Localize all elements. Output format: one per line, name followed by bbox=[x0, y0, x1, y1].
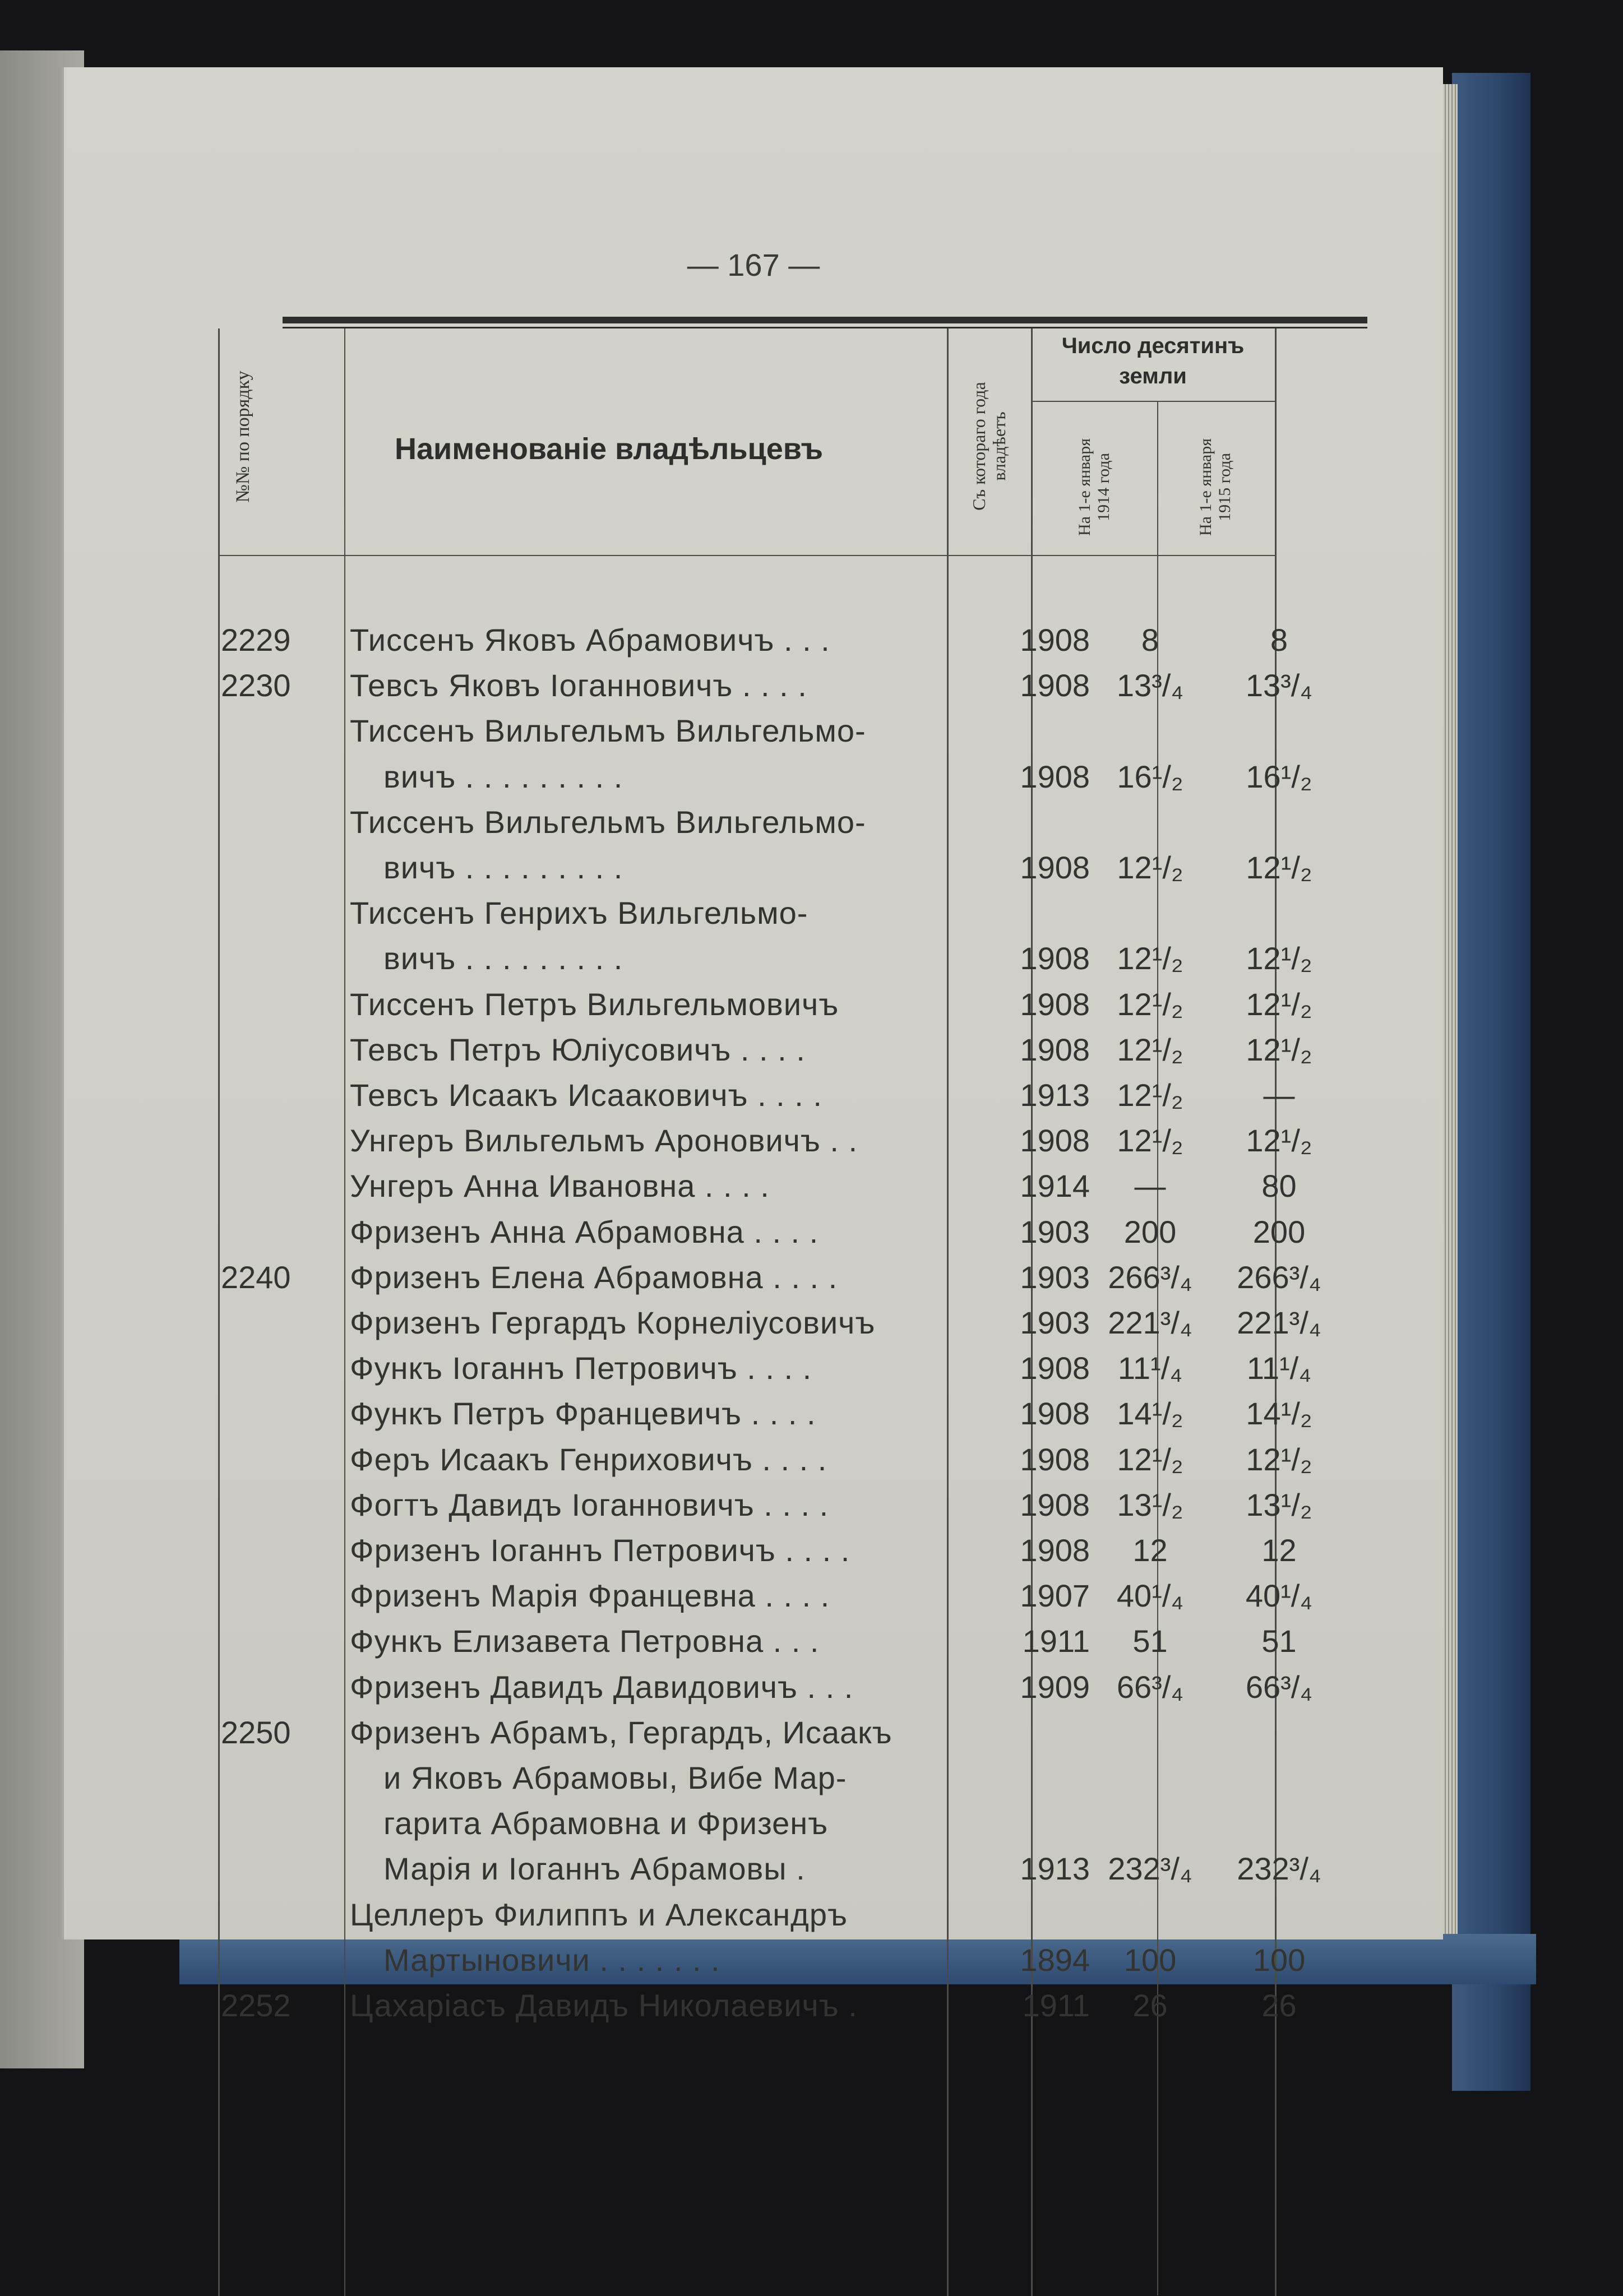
owned-since-year: 1903 bbox=[1020, 1214, 1090, 1249]
land-1915: 51 bbox=[1261, 1623, 1297, 1659]
land-1915: 66³/₄ bbox=[1245, 1669, 1313, 1705]
table-row bbox=[64, 1942, 1443, 1978]
owner-name: Фризенъ Іоганнъ Петровичъ . . . . bbox=[350, 1533, 850, 1568]
owner-name: Фогтъ Давидъ Іоганновичъ . . . . bbox=[350, 1487, 829, 1522]
owned-since-year: 1911 bbox=[1022, 1623, 1090, 1659]
table-row bbox=[64, 1715, 1443, 1751]
land-1915: 14¹/₂ bbox=[1246, 1396, 1312, 1432]
owned-since-year: 1908 bbox=[1020, 1031, 1090, 1067]
header-col-year: Съ котораго года владѣетъ bbox=[969, 382, 1009, 511]
owner-name: Фризенъ Гергардъ Корнеліусовичъ bbox=[350, 1305, 876, 1340]
owner-name: Тевсъ Яковъ Іоганновичъ . . . . bbox=[350, 668, 807, 703]
owner-name: Марія и Іоганнъ Абрамовы . bbox=[383, 1851, 806, 1887]
book-cover-edge bbox=[1452, 73, 1530, 2091]
owner-name: Унгеръ Анна Ивановна . . . . bbox=[350, 1168, 770, 1204]
table-row bbox=[64, 1305, 1443, 1341]
owned-since-year: 1911 bbox=[1022, 1988, 1090, 2023]
land-1915: 12¹/₂ bbox=[1246, 1123, 1312, 1159]
owner-name: Тиссенъ Вильгельмъ Вильгельмо- bbox=[350, 804, 866, 840]
owned-since-year: 1908 bbox=[1020, 668, 1090, 703]
land-1915: 12¹/₂ bbox=[1246, 1441, 1312, 1477]
table-row bbox=[64, 987, 1443, 1022]
header-col-1914: На 1-е января 1914 года bbox=[1075, 438, 1113, 536]
land-1914: 12 bbox=[1132, 1533, 1168, 1568]
owner-name: Тевсъ Петръ Юліусовичъ . . . . bbox=[350, 1031, 806, 1067]
owner-name: Фризенъ Елена Абрамовна . . . . bbox=[350, 1259, 838, 1295]
land-1915: 12¹/₂ bbox=[1246, 986, 1312, 1022]
table-row bbox=[64, 622, 1443, 658]
owner-name: и Яковъ Абрамовы, Вибе Мар- bbox=[383, 1760, 847, 1795]
land-1915: 12¹/₂ bbox=[1246, 1031, 1312, 1067]
land-1915: 221³/₄ bbox=[1237, 1305, 1321, 1340]
table-row bbox=[64, 1168, 1443, 1204]
land-1915: 80 bbox=[1261, 1168, 1297, 1204]
land-1914: 51 bbox=[1132, 1623, 1168, 1659]
land-1914: 12¹/₂ bbox=[1117, 1031, 1183, 1067]
owner-name: Фризенъ Давидъ Давидовичъ . . . bbox=[350, 1669, 854, 1705]
table-row bbox=[64, 1806, 1443, 1841]
table-row bbox=[64, 850, 1443, 886]
land-1915: 12 bbox=[1261, 1533, 1297, 1568]
row-number: 2230 bbox=[221, 668, 291, 703]
land-1914: 221³/₄ bbox=[1108, 1305, 1192, 1340]
header-col-number: №№ по порядку bbox=[233, 371, 253, 503]
row-number: 2229 bbox=[221, 622, 291, 658]
owned-since-year: 1909 bbox=[1020, 1669, 1090, 1705]
land-1914: 200 bbox=[1123, 1214, 1177, 1249]
owner-name: Унгеръ Вильгельмъ Ароновичъ . . bbox=[350, 1123, 858, 1159]
land-1915: 13¹/₂ bbox=[1246, 1487, 1312, 1522]
land-1914: 12¹/₂ bbox=[1117, 850, 1183, 885]
land-1914: 8 bbox=[1141, 622, 1159, 658]
land-1914: 14¹/₂ bbox=[1117, 1396, 1183, 1432]
land-1915: 40¹/₄ bbox=[1245, 1578, 1313, 1614]
land-1915: 11¹/₄ bbox=[1246, 1350, 1312, 1386]
row-number: 2252 bbox=[221, 1988, 291, 2023]
land-1914: 100 bbox=[1123, 1942, 1177, 1978]
table-row bbox=[64, 1123, 1443, 1159]
land-1914: 11¹/₄ bbox=[1117, 1350, 1183, 1386]
owner-name: Тиссенъ Яковъ Абрамовичъ . . . bbox=[350, 622, 830, 658]
owner-name: Феръ Исаакъ Генриховичъ . . . . bbox=[350, 1441, 827, 1477]
owned-since-year: 1907 bbox=[1020, 1578, 1090, 1614]
land-1915: 266³/₄ bbox=[1237, 1259, 1321, 1295]
land-1914: 26 bbox=[1132, 1988, 1168, 2023]
land-1914: 13³/₄ bbox=[1116, 668, 1184, 703]
row-number: 2250 bbox=[221, 1714, 291, 1750]
table-row bbox=[64, 759, 1443, 795]
owner-name: Функъ Петръ Францевичъ . . . . bbox=[350, 1396, 816, 1432]
owner-name: Целлеръ Филиппъ и Александръ bbox=[350, 1896, 848, 1932]
table-row bbox=[64, 1533, 1443, 1568]
land-1914: — bbox=[1134, 1168, 1166, 1204]
table-top-rule bbox=[283, 317, 1367, 323]
owner-name: Функъ Іоганнъ Петровичъ . . . . bbox=[350, 1350, 812, 1386]
table-row bbox=[64, 1760, 1443, 1796]
land-1914: 266³/₄ bbox=[1108, 1259, 1192, 1295]
owner-name: гарита Абрамовна и Фризенъ bbox=[383, 1806, 829, 1841]
land-1914: 12¹/₂ bbox=[1117, 1123, 1183, 1159]
table-row bbox=[64, 1396, 1443, 1432]
table-row bbox=[64, 1897, 1443, 1933]
table-row bbox=[64, 1442, 1443, 1478]
land-1915: — bbox=[1263, 1077, 1295, 1113]
owned-since-year: 1908 bbox=[1020, 622, 1090, 658]
land-1914: 66³/₄ bbox=[1116, 1669, 1184, 1705]
table-row bbox=[64, 713, 1443, 749]
table-top-rule-thin bbox=[283, 327, 1367, 328]
table-row bbox=[64, 1260, 1443, 1295]
owner-name: Фризенъ Марія Францевна . . . . bbox=[350, 1578, 830, 1614]
land-1915: 12¹/₂ bbox=[1246, 941, 1312, 976]
owner-name: вичъ . . . . . . . . . bbox=[383, 758, 623, 794]
header-group-land: Число десятинъ земли bbox=[1061, 334, 1245, 388]
page-number: — 167 — bbox=[687, 247, 820, 283]
table-row bbox=[64, 1851, 1443, 1887]
header-col-name: Наименованіе владѣльцевъ bbox=[395, 432, 823, 466]
land-1914: 16¹/₂ bbox=[1117, 758, 1183, 794]
table-row bbox=[64, 1077, 1443, 1113]
owner-name: Фризенъ Анна Абрамовна . . . . bbox=[350, 1214, 819, 1249]
land-1915: 26 bbox=[1261, 1988, 1297, 2023]
owner-name: Цахаріасъ Давидъ Николаевичъ . bbox=[350, 1988, 858, 2023]
land-1915: 12¹/₂ bbox=[1246, 850, 1312, 885]
header-col-1915: На 1-е января 1915 года bbox=[1196, 438, 1234, 536]
land-1914: 12¹/₂ bbox=[1117, 1077, 1183, 1113]
land-1914: 13¹/₂ bbox=[1117, 1487, 1183, 1522]
header-bottom-rule bbox=[218, 555, 1277, 556]
table-row bbox=[64, 668, 1443, 703]
table-row bbox=[64, 941, 1443, 976]
land-1914: 12¹/₂ bbox=[1117, 941, 1183, 976]
owned-since-year: 1914 bbox=[1020, 1168, 1090, 1204]
owned-since-year: 1908 bbox=[1020, 1533, 1090, 1568]
owned-since-year: 1908 bbox=[1020, 986, 1090, 1022]
land-1915: 13³/₄ bbox=[1245, 668, 1313, 703]
owned-since-year: 1903 bbox=[1020, 1259, 1090, 1295]
table-row bbox=[64, 895, 1443, 931]
land-1914: 40¹/₄ bbox=[1116, 1578, 1184, 1614]
owner-name: Функъ Елизавета Петровна . . . bbox=[350, 1623, 820, 1659]
owner-name: Мартыновичи . . . . . . . bbox=[383, 1942, 720, 1978]
owned-since-year: 1908 bbox=[1020, 1123, 1090, 1159]
owned-since-year: 1908 bbox=[1020, 941, 1090, 976]
owned-since-year: 1903 bbox=[1020, 1305, 1090, 1340]
owned-since-year: 1908 bbox=[1020, 1441, 1090, 1477]
land-1915: 100 bbox=[1252, 1942, 1306, 1978]
owned-since-year: 1908 bbox=[1020, 1396, 1090, 1432]
owner-name: Фризенъ Абрамъ, Гергардъ, Исаакъ bbox=[350, 1714, 893, 1750]
owner-name: Тиссенъ Генрихъ Вильгельмо- bbox=[350, 895, 808, 931]
table-row bbox=[64, 1487, 1443, 1523]
table-row bbox=[64, 804, 1443, 840]
owned-since-year: 1913 bbox=[1020, 1851, 1090, 1887]
owned-since-year: 1894 bbox=[1020, 1942, 1090, 1978]
owned-since-year: 1908 bbox=[1020, 1350, 1090, 1386]
land-1915: 232³/₄ bbox=[1237, 1851, 1321, 1887]
land-1914: 12¹/₂ bbox=[1117, 986, 1183, 1022]
owned-since-year: 1908 bbox=[1020, 1487, 1090, 1522]
book-page bbox=[62, 67, 1443, 2023]
owner-name: вичъ . . . . . . . . . bbox=[383, 941, 623, 976]
table-row bbox=[64, 1214, 1443, 1250]
land-1915: 16¹/₂ bbox=[1246, 758, 1312, 794]
land-1914: 12¹/₂ bbox=[1117, 1441, 1183, 1477]
owned-since-year: 1908 bbox=[1020, 758, 1090, 794]
row-number: 2240 bbox=[221, 1259, 291, 1295]
group-header-rule bbox=[1031, 401, 1277, 402]
owner-name: Тиссенъ Петръ Вильгельмовичъ bbox=[350, 986, 839, 1022]
owned-since-year: 1908 bbox=[1020, 850, 1090, 885]
owned-since-year: 1913 bbox=[1020, 1077, 1090, 1113]
land-1914: 232³/₄ bbox=[1108, 1851, 1192, 1887]
land-1915: 200 bbox=[1252, 1214, 1306, 1249]
table-row bbox=[64, 1578, 1443, 1614]
table-row bbox=[64, 1669, 1443, 1705]
owner-name: вичъ . . . . . . . . . bbox=[383, 850, 623, 885]
table-row bbox=[64, 1350, 1443, 1386]
owner-name: Тевсъ Исаакъ Исааковичъ . . . . bbox=[350, 1077, 822, 1113]
table-row bbox=[64, 1623, 1443, 1659]
land-1915: 8 bbox=[1270, 622, 1288, 658]
owner-name: Тиссенъ Вильгельмъ Вильгельмо- bbox=[350, 713, 866, 749]
table-row bbox=[64, 1988, 1443, 2024]
table-row bbox=[64, 1032, 1443, 1068]
